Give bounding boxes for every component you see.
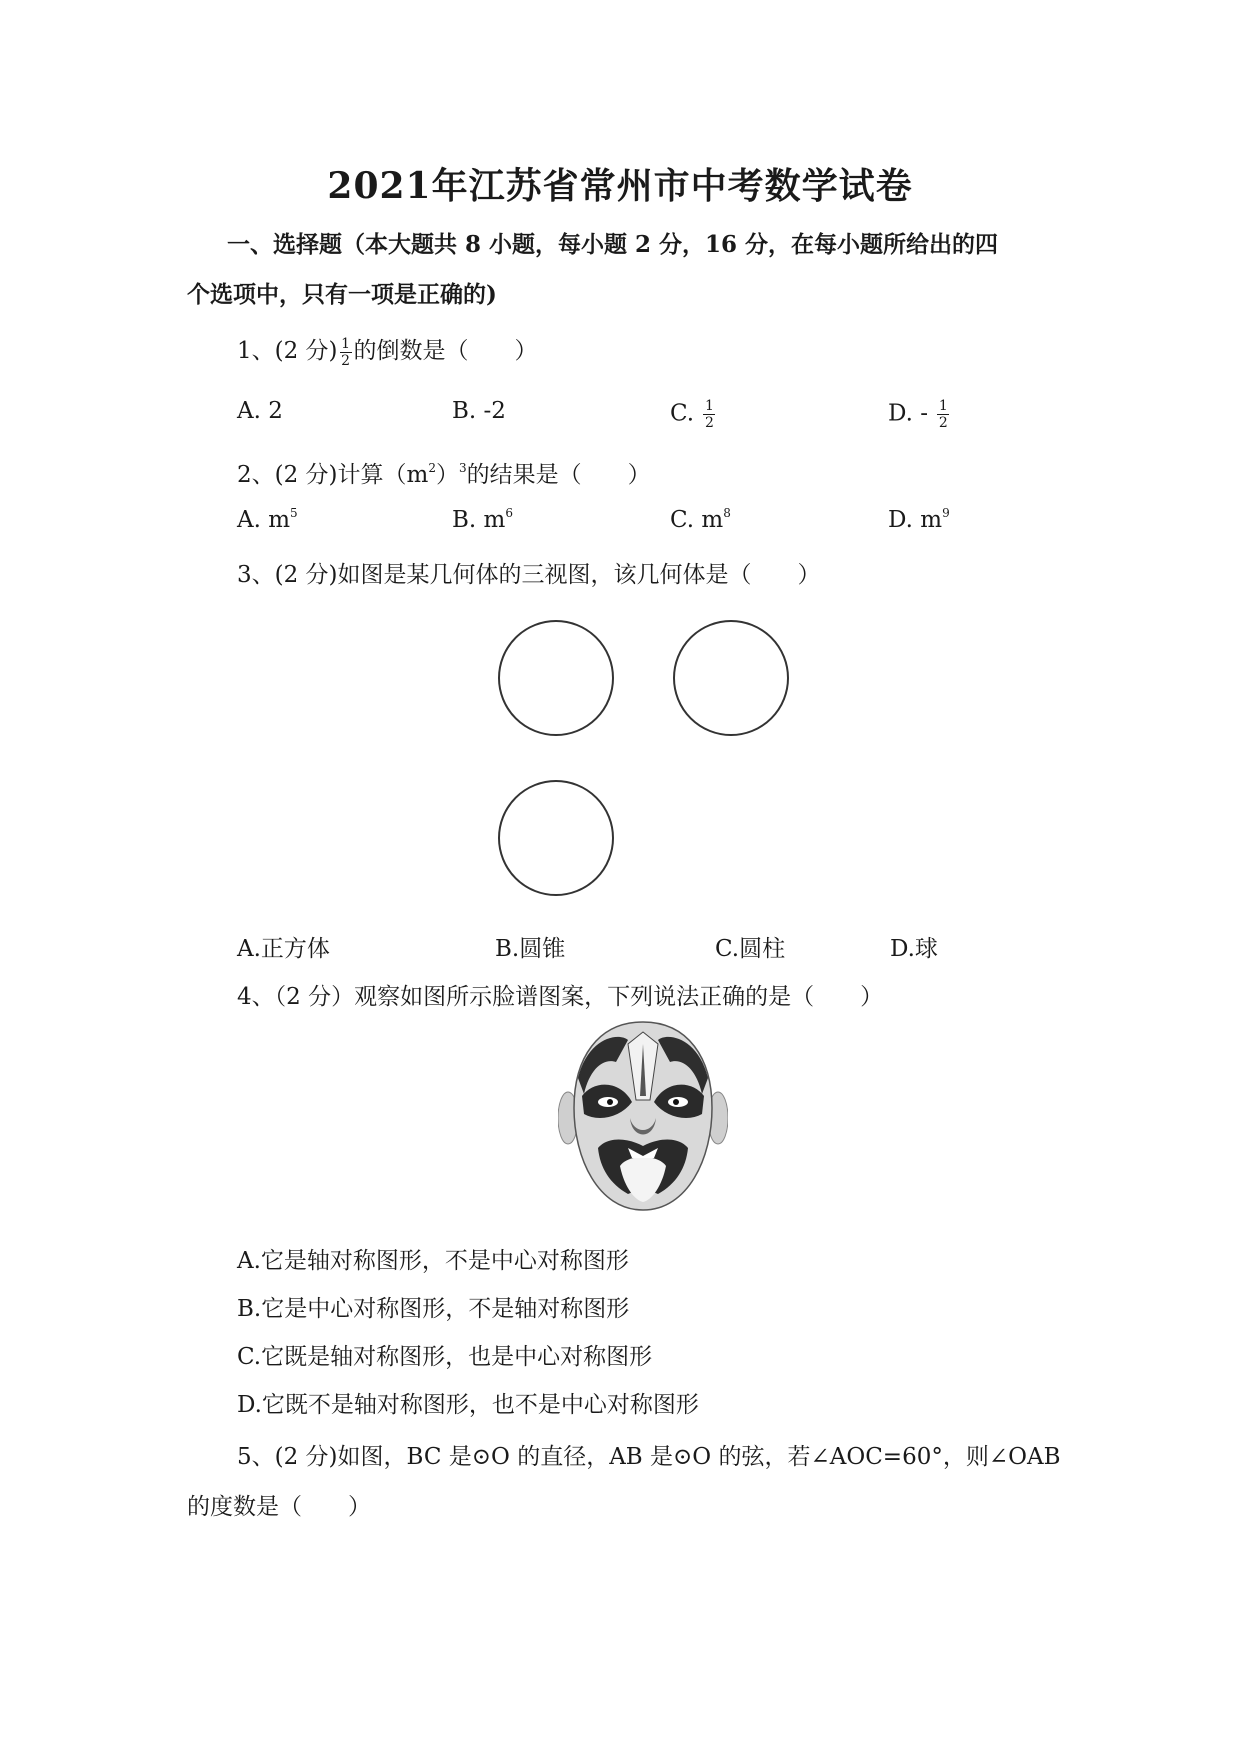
question-4: 4、（2 分）观察如图所示脸谱图案，下列说法正确的是（ ） [237,984,884,1010]
question-1-prefix: 1、(2 分) [237,338,338,364]
q1-option-c: C. $\frac{1}{2}$ [670,398,714,431]
q2-option-b: B. $m^6$ [452,506,513,533]
question-1 [237,332,538,369]
question-5-line1: 5、(2 分)如图，BC 是⊙O 的直径，AB 是⊙O 的弦，若∠AOC=60°，则∠OAB [237,1444,1061,1470]
question-2: 2、(2 分)计算$(m^2)^3$的结果是（ ） [237,461,651,488]
question-3: 3、(2 分)如图是某几何体的三视图，该几何体是（ ） [237,562,821,588]
front-view-circle [498,620,614,736]
opera-mask-image [558,1018,728,1214]
q3-option-d: D.球 [890,936,938,962]
side-view-circle [673,620,789,736]
top-view-circle [498,780,614,896]
question-1-suffix: 的倒数是（ ） [353,338,538,364]
q3-option-b: B.圆锥 [495,936,566,962]
fraction-one-half: $\frac{1}{2}$ [341,335,350,369]
fraction-one-half: $\frac{1}{2}$ [938,398,948,431]
q4-option-d: D.它既不是轴对称图形，也不是中心对称图形 [237,1392,699,1418]
q2-option-a: A. $m^5$ [237,506,298,533]
q3-option-a: A.正方体 [237,936,330,962]
fraction-one-half: $\frac{1}{2}$ [704,398,714,431]
section-heading-line2: 个选项中，只有一项是正确的) [187,281,497,308]
question-5-line2: 的度数是（ ） [187,1494,371,1520]
q4-option-c: C.它既是轴对称图形，也是中心对称图形 [237,1344,653,1370]
q1-option-b: B. -2 [452,398,506,424]
q2-option-d: D. $m^9$ [888,506,950,533]
q1-option-d: D. - $\frac{1}{2}$ [888,398,948,431]
page-title: 2021年江苏省常州市中考数学试卷 [327,165,913,207]
section-heading-line1: 一、选择题（本大题共 8 小题，每小题 2 分，16 分，在每小题所给出的四 [227,231,999,258]
q4-option-b: B.它是中心对称图形，不是轴对称图形 [237,1296,630,1322]
q3-option-c: C.圆柱 [715,936,786,962]
q4-option-a: A.它是轴对称图形，不是中心对称图形 [237,1248,629,1274]
q2-option-c: C. $m^8$ [670,506,731,533]
q1-option-a: A. 2 [237,398,283,424]
